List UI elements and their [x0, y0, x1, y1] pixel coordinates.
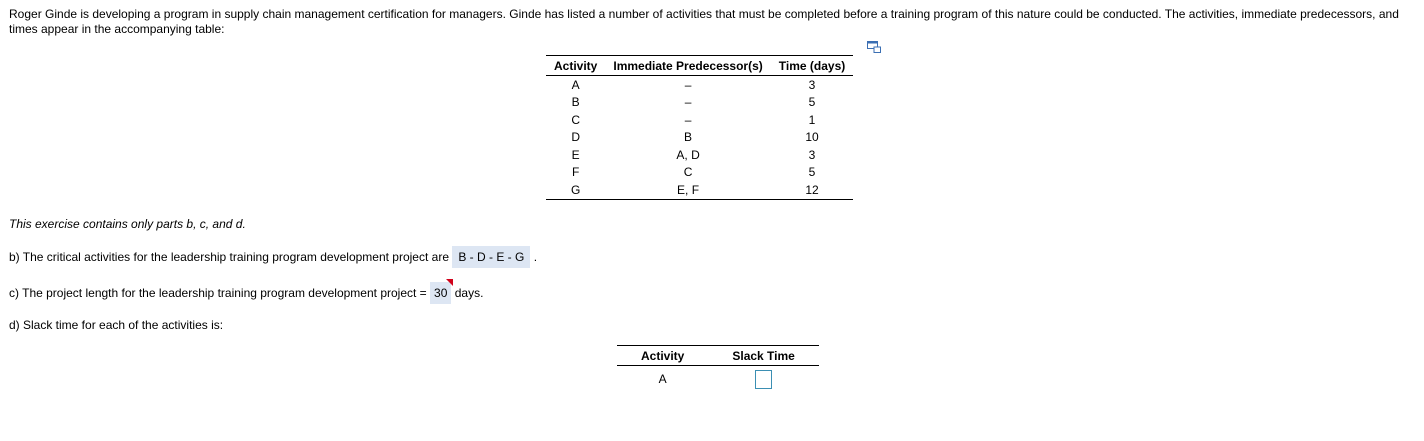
cell-predecessor: C — [683, 165, 693, 180]
critical-path-answer[interactable]: B - D - E - G — [452, 246, 530, 268]
problem-intro: Roger Ginde is developing a program in supply chain management certification for managers. Ginde has listed a number of activities that must be completed before a training program of this nature could be conducted. The activities, immediate predecessors, and times appear in the accompanying table: — [9, 7, 1399, 36]
exercise-note: This exercise contains only parts b, c, and d. — [9, 217, 246, 231]
cell-time: 10 — [805, 130, 819, 145]
activity-table-header — [546, 56, 853, 76]
cell-predecessor: – — [684, 95, 692, 110]
copy-table-icon[interactable] — [867, 41, 881, 53]
part-b-period: . — [533, 250, 538, 264]
cell-predecessor: – — [684, 77, 692, 92]
slack-table-header — [617, 346, 819, 366]
header-slack-time: Slack Time — [732, 348, 795, 363]
header-predecessors: Immediate Predecessor(s) — [613, 58, 763, 73]
slack-table — [617, 345, 819, 392]
table-row — [546, 129, 853, 147]
cell-activity: D — [571, 130, 581, 145]
table-row — [617, 366, 819, 393]
slack-cell-input — [708, 366, 818, 393]
slack-cell-activity: A — [658, 372, 667, 386]
table-row — [546, 164, 853, 182]
cell-predecessor: – — [684, 112, 692, 127]
cell-time: 5 — [808, 95, 816, 110]
cell-predecessor: E, F — [677, 182, 700, 197]
table-row — [546, 111, 853, 129]
cell-time: 5 — [808, 165, 816, 180]
activity-table — [546, 55, 853, 200]
cell-predecessor: A, D — [676, 147, 700, 162]
cell-activity: A — [571, 77, 580, 92]
cell-activity: G — [571, 182, 581, 197]
cell-activity: B — [571, 95, 580, 110]
project-length-answer[interactable] — [430, 282, 451, 304]
cell-time: 3 — [808, 77, 816, 92]
part-d: d) Slack time for each of the activities is: — [9, 318, 224, 332]
table-row — [546, 76, 853, 94]
cell-activity: F — [572, 165, 580, 180]
table-row — [546, 94, 853, 112]
cell-activity: C — [571, 112, 581, 127]
part-c — [9, 282, 483, 304]
cell-activity: E — [571, 147, 580, 162]
project-length-value: 30 — [434, 286, 448, 300]
slack-time-input-a[interactable] — [755, 370, 772, 389]
header-slack-activity: Activity — [641, 348, 685, 363]
cell-predecessor: B — [684, 130, 693, 145]
cell-time: 1 — [808, 112, 816, 127]
part-c-unit: days. — [454, 286, 484, 300]
part-c-prompt: c) The project length for the leadership training program development project = — [9, 286, 427, 300]
table-row — [546, 146, 853, 164]
incorrect-flag-icon — [446, 279, 453, 286]
header-time: Time (days) — [778, 58, 846, 73]
part-b-prompt: b) The critical activities for the leadership training program development project are — [9, 250, 449, 264]
header-activity: Activity — [554, 58, 598, 73]
table-row — [546, 181, 853, 199]
part-b — [9, 246, 537, 268]
cell-time: 12 — [805, 182, 819, 197]
cell-time: 3 — [808, 147, 816, 162]
